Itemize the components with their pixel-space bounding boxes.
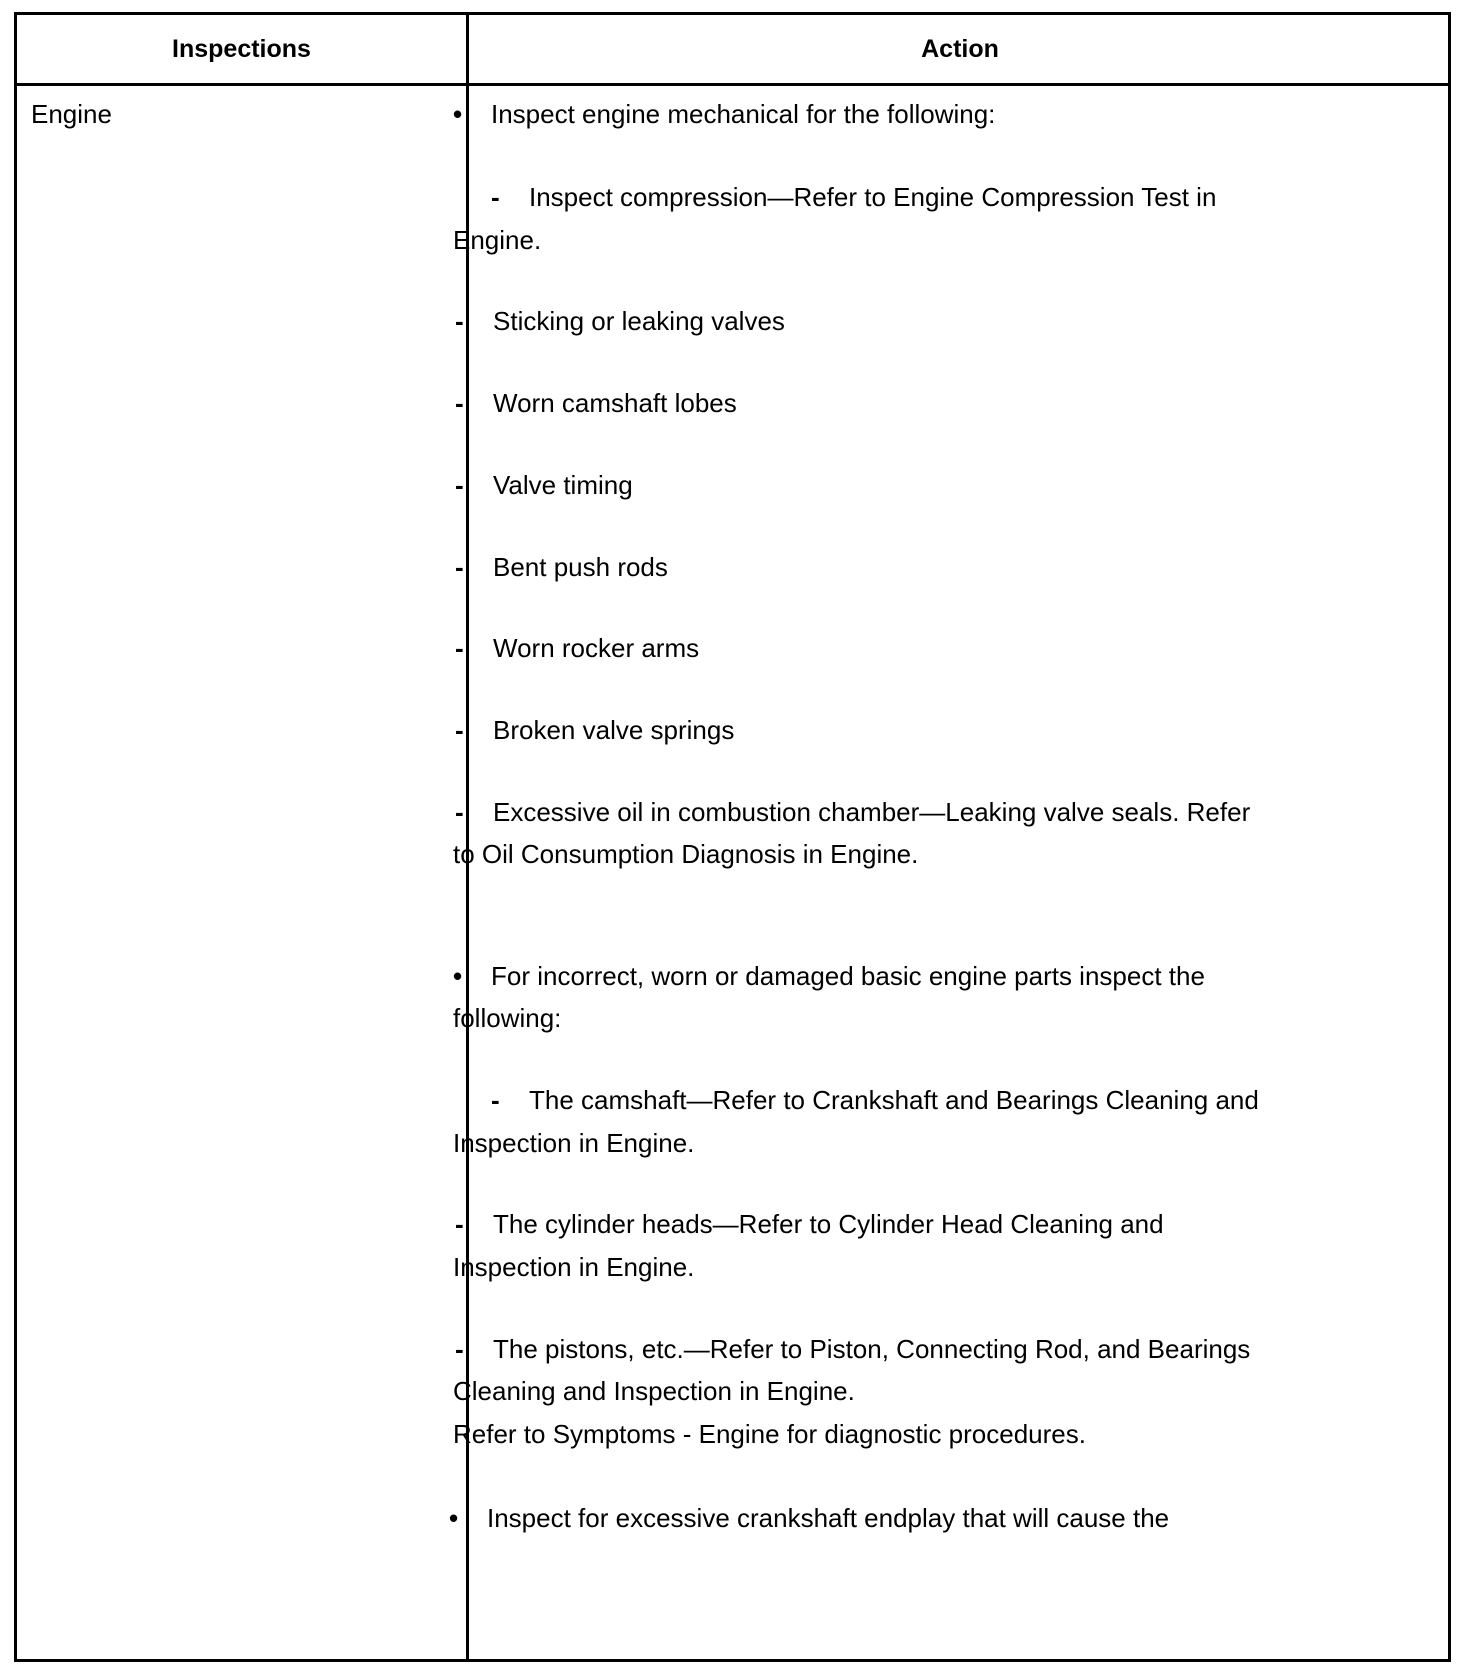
- action-bullet-basic-parts-line1: For incorrect, worn or damaged basic engine parts inspect the: [491, 961, 1205, 991]
- dash-marker: -: [455, 1334, 464, 1364]
- action-sub-excessive-oil-line1: Excessive oil in combustion chamber—Leaking valve seals. Refer: [493, 797, 1251, 827]
- bullet-marker: •: [449, 1503, 459, 1533]
- action-sub-excessive-oil-line2: to Oil Consumption Diagnosis in Engine.: [453, 839, 919, 869]
- dash-marker: -: [491, 182, 500, 212]
- action-sub-camshaft-line2: Inspection in Engine.: [453, 1128, 695, 1158]
- action-bullet-inspect-mechanical: Inspect engine mechanical for the following:: [491, 99, 996, 129]
- dash-marker: -: [455, 306, 464, 336]
- dash-marker: -: [455, 470, 464, 500]
- dash-marker: -: [455, 388, 464, 418]
- action-sub-pistons-line2: Cleaning and Inspection in Engine.: [453, 1376, 855, 1406]
- action-sub-compression-line1: Inspect compression—Refer to Engine Compression Test in: [529, 182, 1217, 212]
- action-sub-sticking-valves: Sticking or leaking valves: [493, 306, 785, 336]
- inspection-table: [14, 12, 1451, 1662]
- header-action: Action: [921, 35, 999, 63]
- action-sub-compression-line2: Engine.: [453, 225, 542, 255]
- action-sub-pistons-line1: The pistons, etc.—Refer to Piston, Connecting Rod, and Bearings: [493, 1334, 1251, 1364]
- action-sub-valve-springs: Broken valve springs: [493, 715, 735, 745]
- dash-marker: -: [455, 552, 464, 582]
- action-refer-symptoms: Refer to Symptoms - Engine for diagnostic procedures.: [453, 1419, 1086, 1449]
- bullet-marker: •: [453, 961, 463, 991]
- action-sub-camshaft-line1: The camshaft—Refer to Crankshaft and Bearings Cleaning and: [529, 1085, 1259, 1115]
- action-sub-rocker-arms: Worn rocker arms: [493, 633, 700, 663]
- column-divider: [466, 15, 469, 1659]
- action-bullet-basic-parts-line2: following:: [453, 1003, 562, 1033]
- header-inspections: Inspections: [172, 35, 311, 63]
- action-sub-push-rods: Bent push rods: [493, 552, 668, 582]
- header-rule: [17, 83, 1448, 86]
- bullet-marker: •: [453, 99, 463, 129]
- dash-marker: -: [455, 1209, 464, 1239]
- action-sub-cylinder-heads-line1: The cylinder heads—Refer to Cylinder Head Cleaning and: [493, 1209, 1164, 1239]
- dash-marker: -: [491, 1085, 500, 1115]
- action-sub-valve-timing: Valve timing: [493, 470, 633, 500]
- dash-marker: -: [455, 715, 464, 745]
- action-sub-cylinder-heads-line2: Inspection in Engine.: [453, 1252, 695, 1282]
- action-sub-camshaft-lobes: Worn camshaft lobes: [493, 388, 737, 418]
- dash-marker: -: [455, 797, 464, 827]
- dash-marker: -: [455, 633, 464, 663]
- inspection-cell-engine: Engine: [31, 99, 112, 129]
- action-bullet-crankshaft-endplay: Inspect for excessive crankshaft endplay that will cause the: [487, 1503, 1170, 1533]
